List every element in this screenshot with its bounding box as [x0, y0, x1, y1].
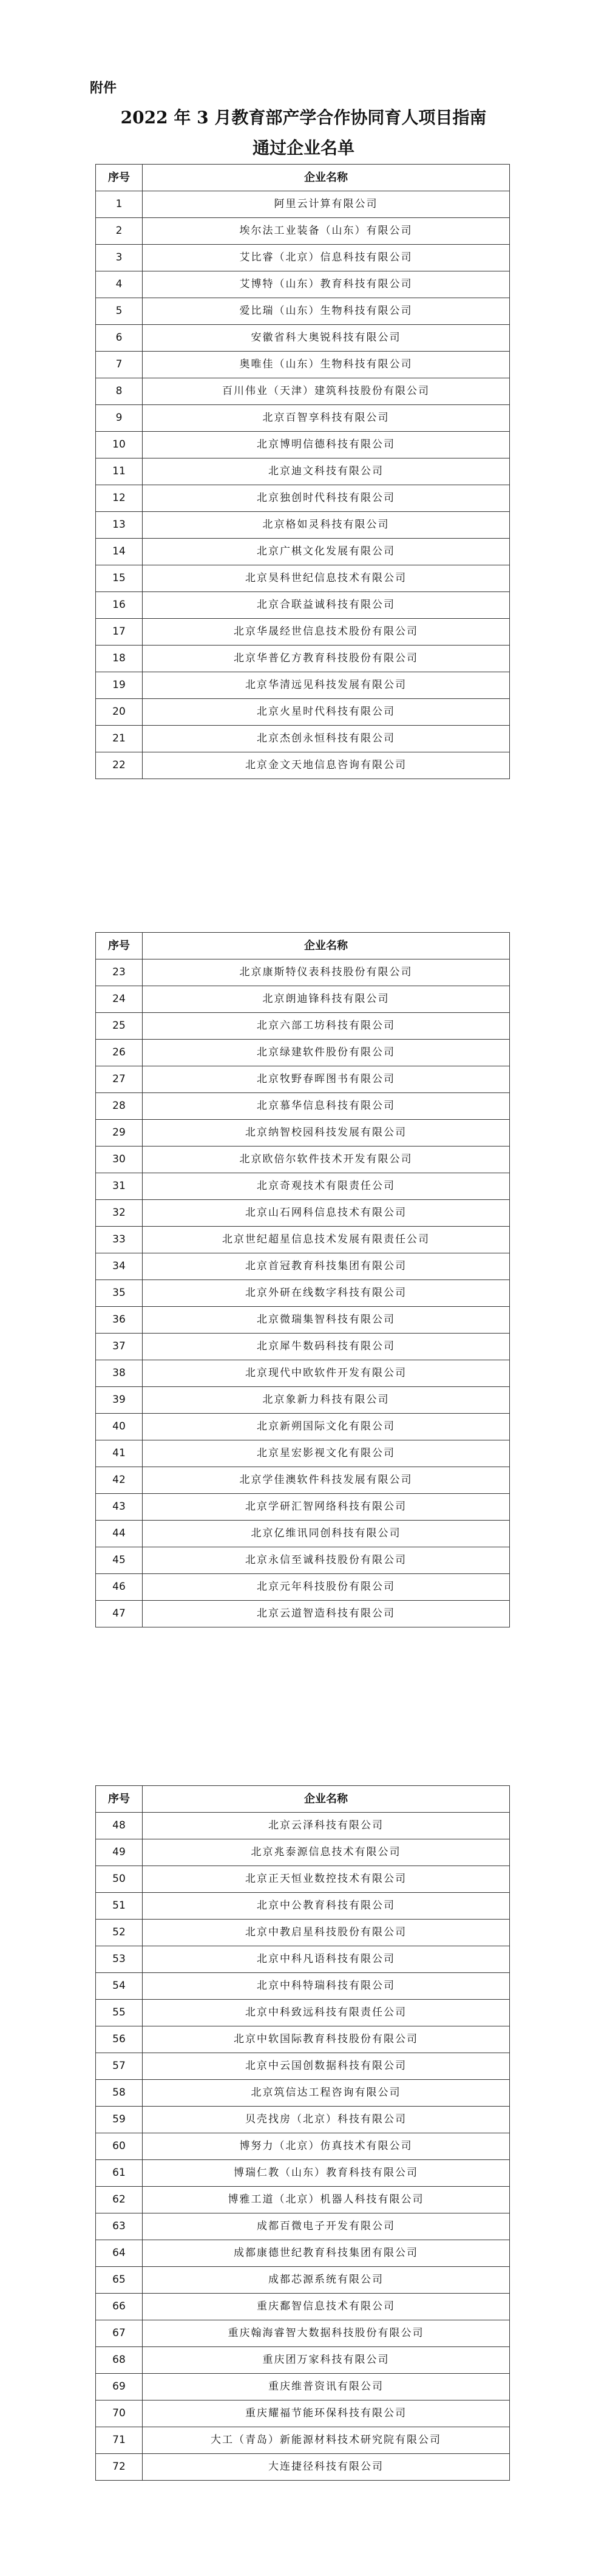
- row-number: 62: [96, 2187, 143, 2213]
- table-row: [96, 1574, 510, 1601]
- row-number: 37: [96, 1334, 143, 1360]
- table-row: [96, 2133, 510, 2160]
- table-row: [96, 672, 510, 699]
- table-row: [96, 325, 510, 352]
- company-name: 北京中科凡语科技有限公司: [143, 1946, 510, 1973]
- row-number: 5: [96, 298, 143, 325]
- company-name: 北京学研汇智网络科技有限公司: [143, 1494, 510, 1521]
- table-row: [96, 2401, 510, 2427]
- company-name: 北京中软国际教育科技股份有限公司: [143, 2026, 510, 2053]
- row-number: 51: [96, 1893, 143, 1920]
- company-name: 贝壳找房（北京）科技有限公司: [143, 2107, 510, 2133]
- company-name: 北京中云国创数据科技有限公司: [143, 2053, 510, 2080]
- row-number: 39: [96, 1387, 143, 1414]
- row-number: 13: [96, 512, 143, 539]
- table-row: [96, 1307, 510, 1334]
- row-number: 66: [96, 2294, 143, 2320]
- table-row: [96, 2294, 510, 2320]
- table-row: [96, 592, 510, 619]
- row-number: 42: [96, 1467, 143, 1494]
- row-number: 71: [96, 2427, 143, 2454]
- row-number: 46: [96, 1574, 143, 1601]
- table-row: [96, 986, 510, 1013]
- table-row: [96, 1521, 510, 1547]
- company-name: 北京格如灵科技有限公司: [143, 512, 510, 539]
- company-name: 北京六部工坊科技有限公司: [143, 1013, 510, 1040]
- row-number: 4: [96, 271, 143, 298]
- row-number: 60: [96, 2133, 143, 2160]
- column-header-no: 序号: [96, 933, 143, 959]
- row-number: 54: [96, 1973, 143, 2000]
- row-number: 57: [96, 2053, 143, 2080]
- table-row: [96, 2026, 510, 2053]
- row-number: 50: [96, 1866, 143, 1893]
- row-number: 58: [96, 2080, 143, 2107]
- row-number: 47: [96, 1601, 143, 1627]
- company-name: 北京兆泰源信息技术有限公司: [143, 1839, 510, 1866]
- row-number: 19: [96, 672, 143, 699]
- row-number: 33: [96, 1227, 143, 1253]
- row-number: 64: [96, 2240, 143, 2267]
- company-name: 成都芯源系统有限公司: [143, 2267, 510, 2294]
- row-number: 34: [96, 1253, 143, 1280]
- company-name: 艾比睿（北京）信息科技有限公司: [143, 245, 510, 271]
- company-name: 北京象新力科技有限公司: [143, 1387, 510, 1414]
- company-name: 北京牧野春晖图书有限公司: [143, 1066, 510, 1093]
- company-name: 北京元年科技股份有限公司: [143, 1574, 510, 1601]
- table-header-row: [96, 165, 510, 191]
- row-number: 38: [96, 1360, 143, 1387]
- company-name: 北京朗迪锋科技有限公司: [143, 986, 510, 1013]
- company-name: 北京独创时代科技有限公司: [143, 485, 510, 512]
- table-row: [96, 512, 510, 539]
- row-number: 28: [96, 1093, 143, 1120]
- row-number: 61: [96, 2160, 143, 2187]
- company-name: 北京犀牛数码科技有限公司: [143, 1334, 510, 1360]
- company-name: 北京学佳澳软件科技发展有限公司: [143, 1467, 510, 1494]
- row-number: 16: [96, 592, 143, 619]
- company-name: 博瑞仁教（山东）教育科技有限公司: [143, 2160, 510, 2187]
- table-row: [96, 2240, 510, 2267]
- table-row: [96, 1200, 510, 1227]
- company-name: 北京正天恒业数控技术有限公司: [143, 1866, 510, 1893]
- row-number: 9: [96, 405, 143, 432]
- table-row: [96, 245, 510, 271]
- table-row: [96, 2053, 510, 2080]
- company-name: 北京新朔国际文化有限公司: [143, 1414, 510, 1440]
- company-name: 北京奇观技术有限责任公司: [143, 1173, 510, 1200]
- row-number: 24: [96, 986, 143, 1013]
- company-name: 北京云泽科技有限公司: [143, 1813, 510, 1839]
- company-name: 北京金文天地信息咨询有限公司: [143, 752, 510, 779]
- row-number: 67: [96, 2320, 143, 2347]
- document-title: 2022 年 3 月教育部产学合作协同育人项目指南: [120, 107, 487, 128]
- row-number: 36: [96, 1307, 143, 1334]
- row-number: 25: [96, 1013, 143, 1040]
- table-row: [96, 1173, 510, 1200]
- company-name: 北京星宏影视文化有限公司: [143, 1440, 510, 1467]
- row-number: 45: [96, 1547, 143, 1574]
- row-number: 31: [96, 1173, 143, 1200]
- attachment-label: 附件: [90, 81, 117, 96]
- company-name: 北京山石网科信息技术有限公司: [143, 1200, 510, 1227]
- table-row: [96, 959, 510, 986]
- table-row: [96, 2080, 510, 2107]
- row-number: 20: [96, 699, 143, 726]
- column-header-company-name: 企业名称: [143, 933, 510, 959]
- table-row: [96, 271, 510, 298]
- company-name: 北京合联益诚科技有限公司: [143, 592, 510, 619]
- row-number: 27: [96, 1066, 143, 1093]
- table-row: [96, 1360, 510, 1387]
- company-name: 北京慕华信息科技有限公司: [143, 1093, 510, 1120]
- company-name: 北京博明信德科技有限公司: [143, 432, 510, 458]
- table-row: [96, 1280, 510, 1307]
- row-number: 72: [96, 2454, 143, 2481]
- company-name: 北京中教启星科技股份有限公司: [143, 1920, 510, 1946]
- company-name: 北京纳智校园科技发展有限公司: [143, 1120, 510, 1147]
- row-number: 26: [96, 1040, 143, 1066]
- row-number: 1: [96, 191, 143, 218]
- row-number: 40: [96, 1414, 143, 1440]
- row-number: 32: [96, 1200, 143, 1227]
- company-name: 北京昊科世纪信息技术有限公司: [143, 565, 510, 592]
- company-name: 北京康斯特仪表科技股份有限公司: [143, 959, 510, 986]
- company-name: 北京亿维讯同创科技有限公司: [143, 1521, 510, 1547]
- table-row: [96, 539, 510, 565]
- table-row: [96, 1414, 510, 1440]
- company-name: 北京中科特瑞科技有限公司: [143, 1973, 510, 2000]
- row-number: 23: [96, 959, 143, 986]
- company-name: 重庆维普资讯有限公司: [143, 2374, 510, 2401]
- table-row: [96, 378, 510, 405]
- table-row: [96, 565, 510, 592]
- company-name: 埃尔法工业装备（山东）有限公司: [143, 218, 510, 245]
- row-number: 14: [96, 539, 143, 565]
- company-name: 北京首冠教育科技集团有限公司: [143, 1253, 510, 1280]
- table-row: [96, 2187, 510, 2213]
- row-number: 11: [96, 458, 143, 485]
- row-number: 17: [96, 619, 143, 646]
- table-row: [96, 2000, 510, 2026]
- company-name: 重庆团万家科技有限公司: [143, 2347, 510, 2374]
- company-name: 奥唯佳（山东）生物科技有限公司: [143, 352, 510, 378]
- table-row: [96, 1387, 510, 1414]
- company-name: 北京中公教育科技有限公司: [143, 1893, 510, 1920]
- company-name: 北京永信至诚科技股份有限公司: [143, 1547, 510, 1574]
- company-name: 博雅工道（北京）机器人科技有限公司: [143, 2187, 510, 2213]
- table-row: [96, 1813, 510, 1839]
- row-number: 22: [96, 752, 143, 779]
- row-number: 49: [96, 1839, 143, 1866]
- row-number: 15: [96, 565, 143, 592]
- table-row: [96, 485, 510, 512]
- company-name: 重庆耀福节能环保科技有限公司: [143, 2401, 510, 2427]
- table-row: [96, 1013, 510, 1040]
- company-name: 北京华清远见科技发展有限公司: [143, 672, 510, 699]
- company-name: 北京杰创永恒科技有限公司: [143, 726, 510, 752]
- table-row: [96, 1147, 510, 1173]
- document-subtitle: 通过企业名单: [252, 138, 354, 158]
- table-row: [96, 1839, 510, 1866]
- row-number: 59: [96, 2107, 143, 2133]
- table-row: [96, 1093, 510, 1120]
- table-row: [96, 432, 510, 458]
- row-number: 6: [96, 325, 143, 352]
- company-name: 北京云道智造科技有限公司: [143, 1601, 510, 1627]
- company-name: 北京现代中欧软件开发有限公司: [143, 1360, 510, 1387]
- table-row: [96, 1920, 510, 1946]
- column-header-company-name: 企业名称: [143, 1786, 510, 1813]
- table-row: [96, 298, 510, 325]
- company-name: 北京绿建软件股份有限公司: [143, 1040, 510, 1066]
- row-number: 30: [96, 1147, 143, 1173]
- company-name: 成都康德世纪教育科技集团有限公司: [143, 2240, 510, 2267]
- table-row: [96, 1973, 510, 2000]
- table-row: [96, 699, 510, 726]
- company-name: 成都百微电子开发有限公司: [143, 2213, 510, 2240]
- table-row: [96, 458, 510, 485]
- table-row: [96, 1893, 510, 1920]
- company-name: 北京微瑞集智科技有限公司: [143, 1307, 510, 1334]
- table-header-row: [96, 1786, 510, 1813]
- table-row: [96, 191, 510, 218]
- table-row: [96, 352, 510, 378]
- company-name: 安徽省科大奥锐科技有限公司: [143, 325, 510, 352]
- row-number: 12: [96, 485, 143, 512]
- row-number: 55: [96, 2000, 143, 2026]
- row-number: 44: [96, 1521, 143, 1547]
- table-row: [96, 218, 510, 245]
- table-row: [96, 1601, 510, 1627]
- table-row: [96, 2267, 510, 2294]
- company-name: 北京外研在线数字科技有限公司: [143, 1280, 510, 1307]
- company-name: 北京中科致远科技有限责任公司: [143, 2000, 510, 2026]
- column-header-company-name: 企业名称: [143, 165, 510, 191]
- company-name: 百川伟业（天津）建筑科技股份有限公司: [143, 378, 510, 405]
- company-name: 北京迪文科技有限公司: [143, 458, 510, 485]
- company-name: 爱比瑞（山东）生物科技有限公司: [143, 298, 510, 325]
- row-number: 29: [96, 1120, 143, 1147]
- row-number: 7: [96, 352, 143, 378]
- table-row: [96, 1440, 510, 1467]
- row-number: 35: [96, 1280, 143, 1307]
- table-row: [96, 1120, 510, 1147]
- column-header-no: 序号: [96, 1786, 143, 1813]
- row-number: 70: [96, 2401, 143, 2427]
- table-row: [96, 1253, 510, 1280]
- company-name: 大工（青岛）新能源材料技术研究院有限公司: [143, 2427, 510, 2454]
- table-row: [96, 2347, 510, 2374]
- company-name: 北京百智享科技有限公司: [143, 405, 510, 432]
- company-table-page-2: [95, 932, 510, 1627]
- company-table-page-3: [95, 1785, 510, 2481]
- row-number: 8: [96, 378, 143, 405]
- column-header-no: 序号: [96, 165, 143, 191]
- table-row: [96, 1946, 510, 1973]
- table-row: [96, 2427, 510, 2454]
- table-row: [96, 2213, 510, 2240]
- company-table-page-1: [95, 164, 510, 779]
- company-name: 北京欧倍尔软件技术开发有限公司: [143, 1147, 510, 1173]
- table-row: [96, 646, 510, 672]
- table-row: [96, 1467, 510, 1494]
- row-number: 48: [96, 1813, 143, 1839]
- table-row: [96, 1066, 510, 1093]
- company-name: 北京世纪超星信息技术发展有限责任公司: [143, 1227, 510, 1253]
- table-row: [96, 1334, 510, 1360]
- company-name: 北京火星时代科技有限公司: [143, 699, 510, 726]
- company-name: 北京广棋文化发展有限公司: [143, 539, 510, 565]
- row-number: 3: [96, 245, 143, 271]
- row-number: 53: [96, 1946, 143, 1973]
- table-header-row: [96, 933, 510, 959]
- company-name: 北京华普亿方教育科技股份有限公司: [143, 646, 510, 672]
- table-row: [96, 2107, 510, 2133]
- company-name: 北京华晟经世信息技术股份有限公司: [143, 619, 510, 646]
- row-number: 10: [96, 432, 143, 458]
- table-row: [96, 1547, 510, 1574]
- row-number: 52: [96, 1920, 143, 1946]
- company-name: 重庆翰海睿智大数据科技股份有限公司: [143, 2320, 510, 2347]
- row-number: 43: [96, 1494, 143, 1521]
- row-number: 69: [96, 2374, 143, 2401]
- table-row: [96, 619, 510, 646]
- company-name: 北京筑信达工程咨询有限公司: [143, 2080, 510, 2107]
- table-row: [96, 752, 510, 779]
- row-number: 21: [96, 726, 143, 752]
- row-number: 65: [96, 2267, 143, 2294]
- table-row: [96, 726, 510, 752]
- row-number: 68: [96, 2347, 143, 2374]
- company-name: 艾博特（山东）教育科技有限公司: [143, 271, 510, 298]
- company-name: 大连捷径科技有限公司: [143, 2454, 510, 2481]
- company-name: 博努力（北京）仿真技术有限公司: [143, 2133, 510, 2160]
- company-name: 阿里云计算有限公司: [143, 191, 510, 218]
- row-number: 56: [96, 2026, 143, 2053]
- table-row: [96, 1494, 510, 1521]
- table-row: [96, 1227, 510, 1253]
- table-row: [96, 2374, 510, 2401]
- table-row: [96, 405, 510, 432]
- row-number: 2: [96, 218, 143, 245]
- table-row: [96, 1866, 510, 1893]
- table-row: [96, 2160, 510, 2187]
- company-name: 重庆鄱智信息技术有限公司: [143, 2294, 510, 2320]
- row-number: 18: [96, 646, 143, 672]
- row-number: 41: [96, 1440, 143, 1467]
- table-row: [96, 2320, 510, 2347]
- table-row: [96, 1040, 510, 1066]
- table-row: [96, 2454, 510, 2481]
- row-number: 63: [96, 2213, 143, 2240]
